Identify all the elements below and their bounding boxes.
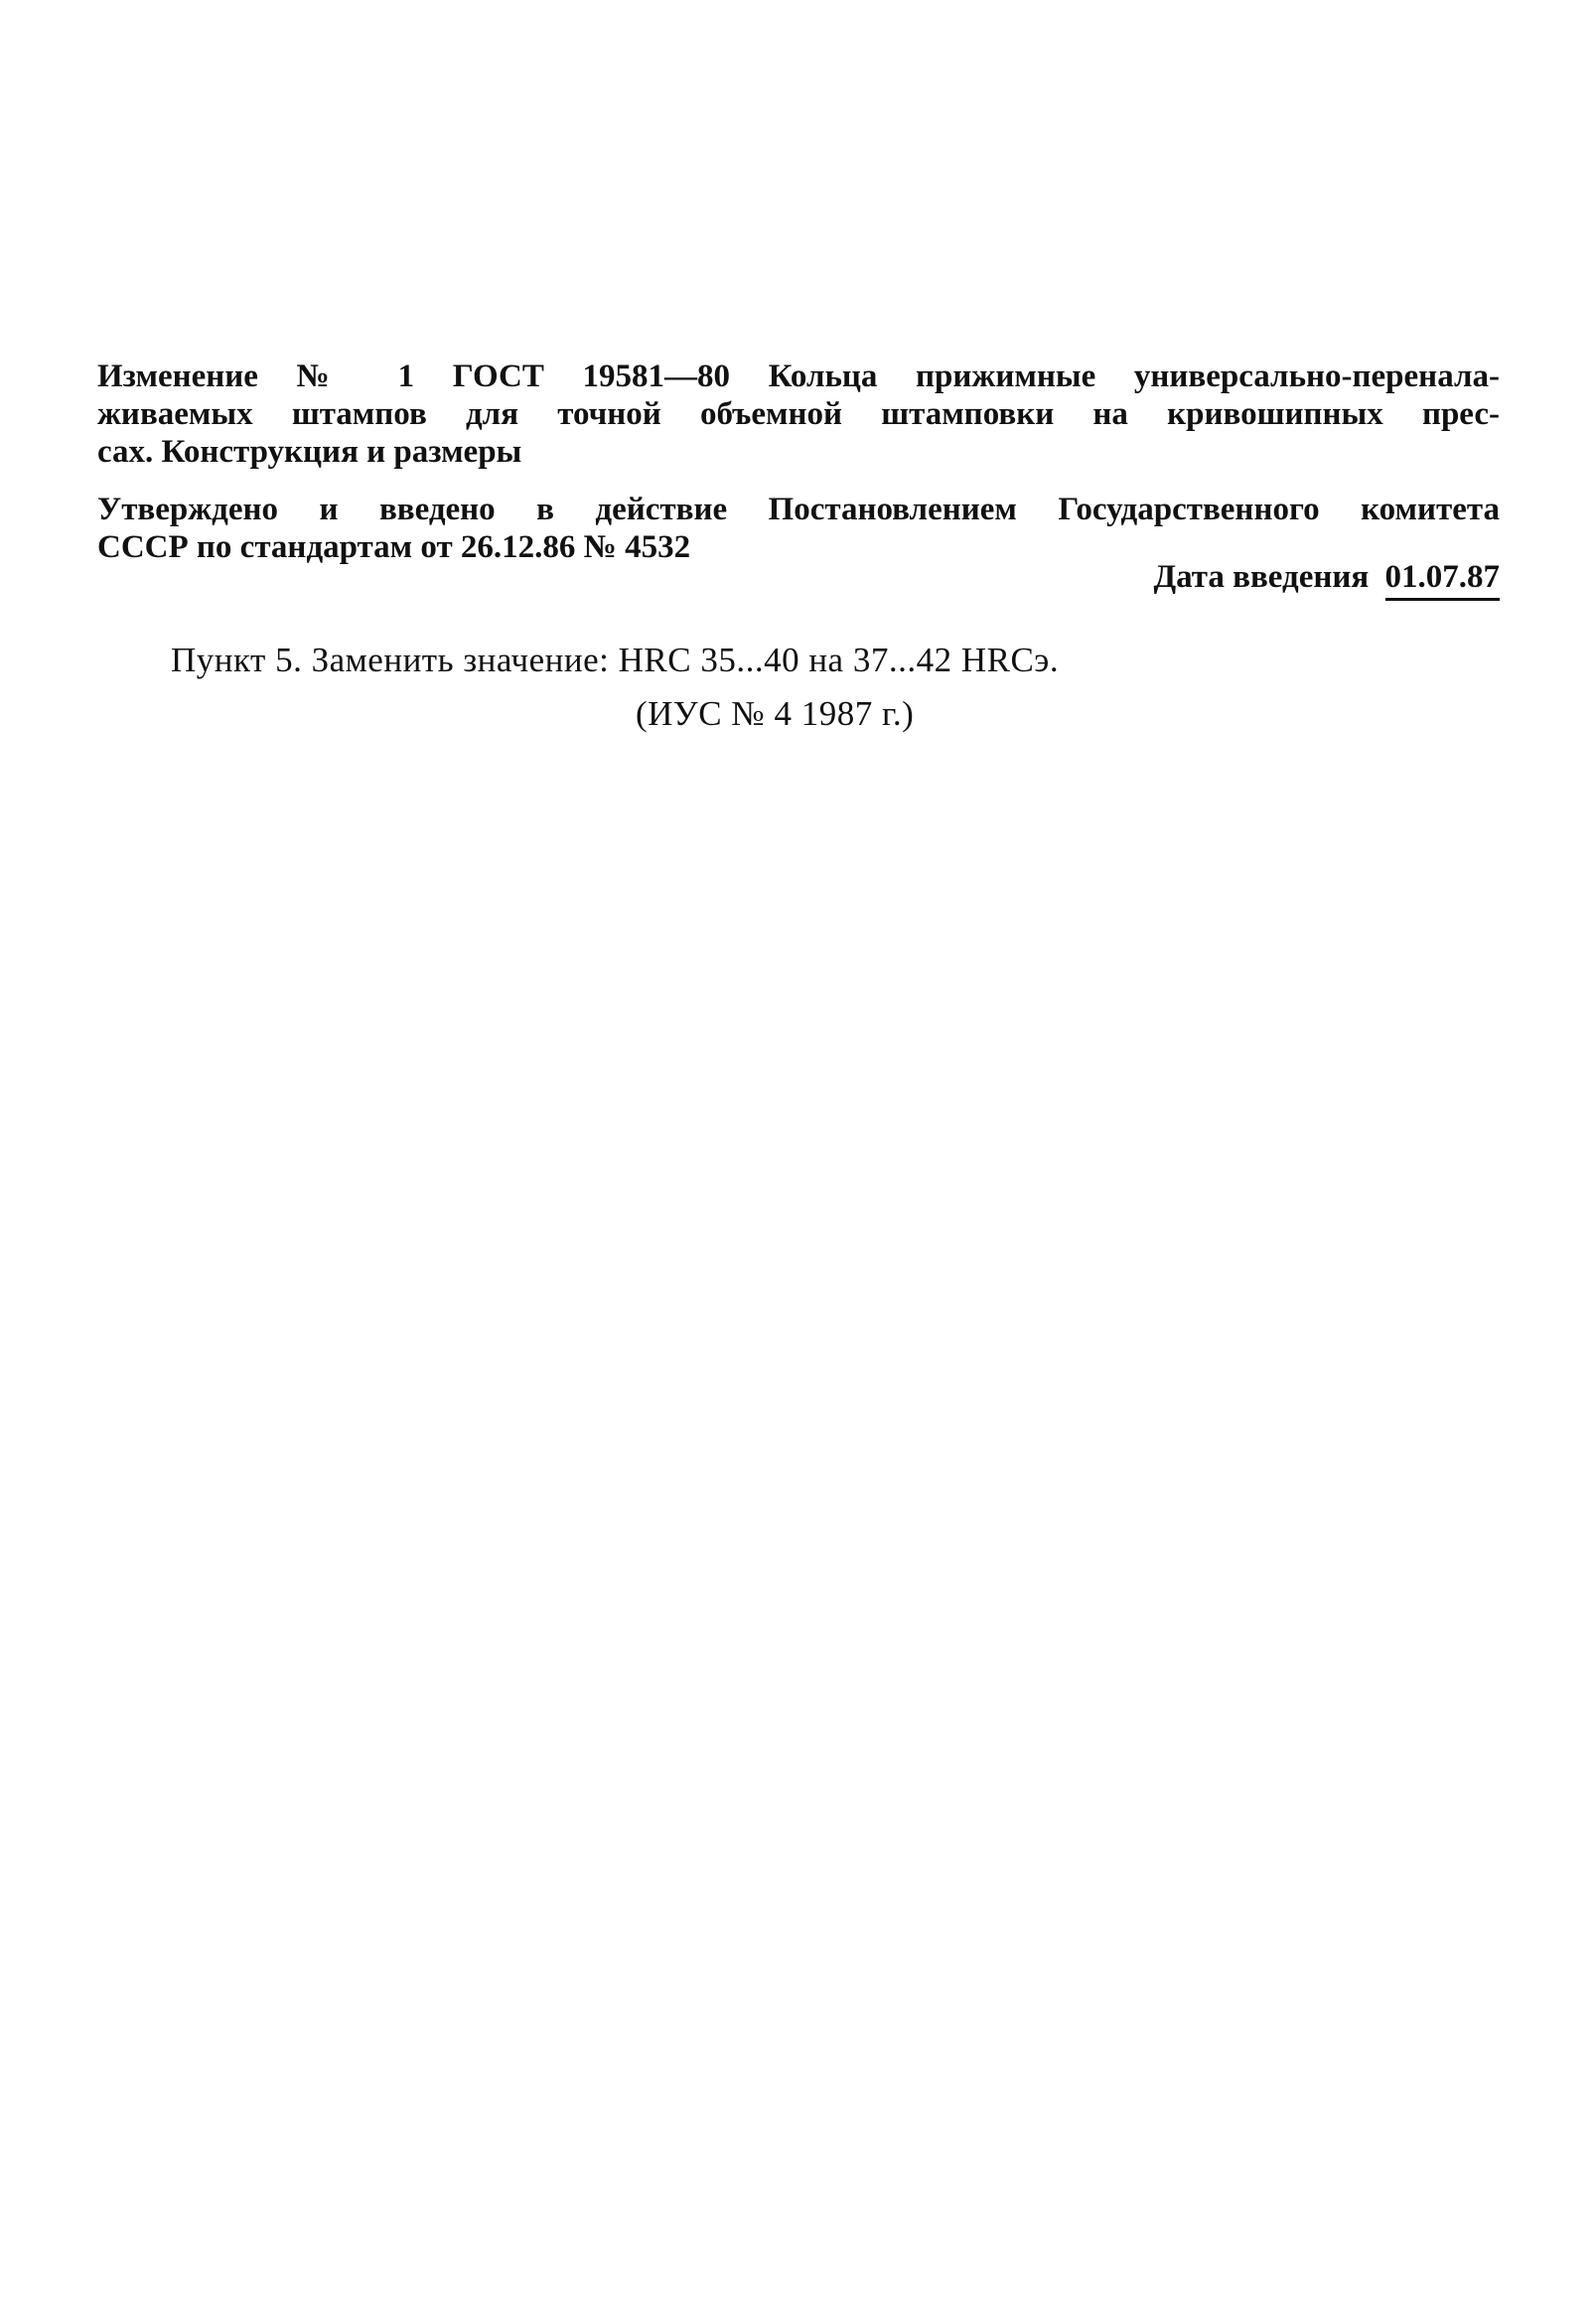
amendment-title — [97, 358, 1500, 471]
approval-line-2: СССР по стандартам от 26.12.86 № 4532 — [97, 529, 691, 565]
effective-date-value: 01.07.87 — [1385, 558, 1501, 601]
approval-line-1: Утверждено и введено в действие Постановлением Государственного комитета — [97, 492, 1500, 527]
title-line-2: живаемых штампов для точной объемной штамповки на кривошипных прес- — [97, 396, 1500, 432]
effective-date — [1153, 558, 1500, 601]
effective-date-label: Дата введения — [1153, 559, 1370, 595]
title-line-1: Изменение № 1 ГОСТ 19581—80 Кольца прижимные универсально-перенала- — [97, 359, 1500, 394]
issue-reference: (ИУС № 4 1987 г.) — [636, 694, 915, 733]
approval-statement — [97, 491, 1500, 566]
title-line-3: сах. Конструкция и размеры — [97, 434, 522, 470]
amendment-text: Пункт 5. Заменить значение: HRC 35...40 на 37...42 HRCэ. — [171, 641, 1060, 679]
